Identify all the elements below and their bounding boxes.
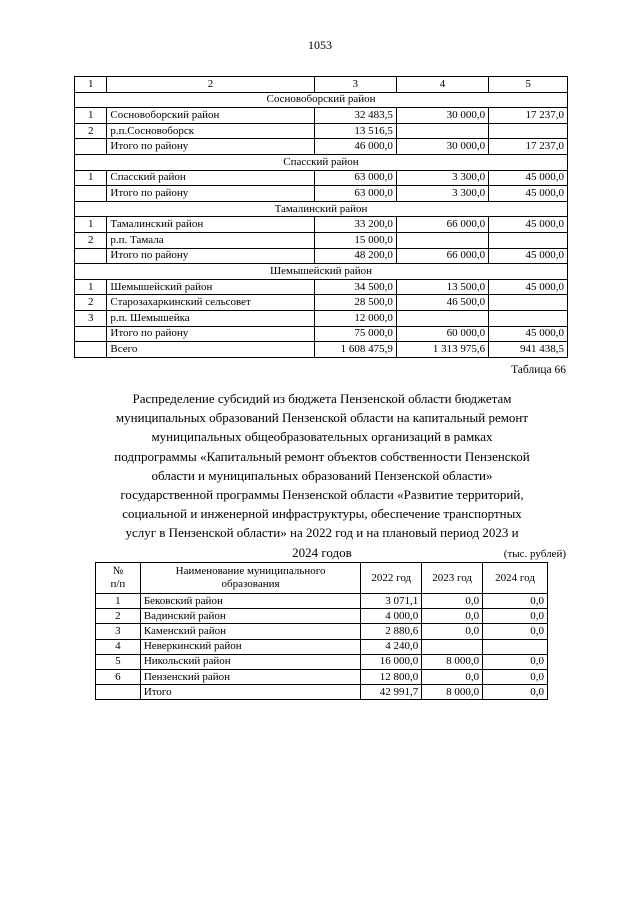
municipality-name: Итого по району [107, 248, 314, 264]
municipality-name: Итого [140, 685, 361, 700]
municipality-name: Тамалинский район [107, 217, 314, 233]
value-col4 [396, 310, 488, 326]
value-2023: 0,0 [422, 609, 483, 624]
value-col3: 15 000,0 [314, 232, 396, 248]
value-col5: 45 000,0 [489, 248, 568, 264]
header-number-line2: п/п [110, 578, 126, 590]
value-col4 [396, 123, 488, 139]
value-2023 [422, 639, 483, 654]
value-2023: 8 000,0 [422, 685, 483, 700]
value-2024: 0,0 [483, 594, 548, 609]
table-label: Таблица 66 [511, 364, 566, 376]
value-col5: 17 237,0 [489, 108, 568, 124]
school-repair-subsidy-table [95, 562, 548, 700]
row-number: 4 [96, 639, 141, 654]
row-number [75, 248, 107, 264]
row-number: 1 [96, 594, 141, 609]
row-number: 2 [75, 295, 107, 311]
value-col5 [489, 295, 568, 311]
table-header-row [96, 563, 548, 594]
section-title: Тамалинский район [75, 201, 568, 217]
row-number: 5 [96, 654, 141, 669]
section-title-row [75, 154, 568, 170]
row-number: 3 [75, 310, 107, 326]
value-col5: 45 000,0 [489, 170, 568, 186]
column-number-cell: 3 [314, 77, 396, 93]
municipality-name: Итого по району [107, 186, 314, 202]
value-col4 [396, 232, 488, 248]
value-col4: 3 300,0 [396, 170, 488, 186]
value-2024: 0,0 [483, 624, 548, 639]
municipality-name: Сосновоборский район [107, 108, 314, 124]
value-col3: 46 000,0 [314, 139, 396, 155]
column-number-cell: 4 [396, 77, 488, 93]
value-col3: 33 200,0 [314, 217, 396, 233]
municipality-name: Старозахаркинский сельсовет [107, 295, 314, 311]
header-municipality-line1: Наименование муниципального [175, 565, 326, 577]
row-number: 2 [75, 232, 107, 248]
table-row [96, 609, 548, 624]
value-2024: 0,0 [483, 669, 548, 684]
section-title-row [75, 92, 568, 108]
header-2022: 2022 год [361, 563, 422, 594]
table-row [96, 685, 548, 700]
municipality-name: р.п. Тамала [107, 232, 314, 248]
value-2022: 4 240,0 [361, 639, 422, 654]
column-number-cell: 1 [75, 77, 107, 93]
table-heading [78, 389, 566, 562]
table-row [75, 108, 568, 124]
municipality-name: Никольский район [140, 654, 361, 669]
section-title: Спасский район [75, 154, 568, 170]
value-col4: 30 000,0 [396, 108, 488, 124]
value-col3: 28 500,0 [314, 295, 396, 311]
school-repair-subsidy-table-body [96, 594, 548, 700]
row-number: 2 [75, 123, 107, 139]
section-title: Шемышейский район [75, 264, 568, 280]
heading-line: муниципальных общеобразовательных организаций в рамках [151, 429, 493, 445]
value-col5: 45 000,0 [489, 186, 568, 202]
column-number-cell: 2 [107, 77, 314, 93]
table-row [96, 654, 548, 669]
value-col3: 12 000,0 [314, 310, 396, 326]
value-col4: 3 300,0 [396, 186, 488, 202]
total-row [75, 342, 568, 358]
table-row [75, 279, 568, 295]
total-col4: 1 313 975,6 [396, 342, 488, 358]
heading-line: 2024 годов [292, 544, 352, 560]
municipality-name: Каменский район [140, 624, 361, 639]
municipality-name: Вадинский район [140, 609, 361, 624]
section-title-row [75, 201, 568, 217]
municipality-name: р.п.Сосновоборск [107, 123, 314, 139]
table-row [96, 594, 548, 609]
heading-line: муниципальных образований Пензенской области на капитальный ремонт [115, 410, 529, 426]
value-col5: 45 000,0 [489, 279, 568, 295]
value-2022: 42 991,7 [361, 685, 422, 700]
municipality-name: Пензенский район [140, 669, 361, 684]
value-2024: 0,0 [483, 654, 548, 669]
value-col5: 45 000,0 [489, 326, 568, 342]
municipality-name: Итого по району [107, 326, 314, 342]
value-2024: 0,0 [483, 609, 548, 624]
municipality-name: Неверкинский район [140, 639, 361, 654]
row-number [75, 342, 107, 358]
table-row [75, 186, 568, 202]
heading-line: области и муниципальных образований Пензенской области» [151, 467, 493, 483]
heading-line: услуг в Пензенской области» на 2022 год и на плановый период 2023 и [125, 525, 519, 541]
table-row [75, 326, 568, 342]
row-number: 1 [75, 108, 107, 124]
value-2022: 12 800,0 [361, 669, 422, 684]
heading-line: социальной и инженерной инфраструктуры, обеспечение транспортных [122, 506, 522, 522]
value-col3: 48 200,0 [314, 248, 396, 264]
municipality-name: р.п. Шемышейка [107, 310, 314, 326]
table-row [75, 295, 568, 311]
value-col5 [489, 310, 568, 326]
value-2023: 8 000,0 [422, 654, 483, 669]
value-col3: 34 500,0 [314, 279, 396, 295]
header-municipality [140, 563, 361, 594]
table-header-row [75, 77, 568, 93]
value-2022: 2 880,6 [361, 624, 422, 639]
row-number [75, 186, 107, 202]
value-col5: 17 237,0 [489, 139, 568, 155]
units-label: (тыс. рублей) [503, 548, 566, 560]
row-number: 1 [75, 170, 107, 186]
table-row [96, 624, 548, 639]
total-col5: 941 438,5 [489, 342, 568, 358]
row-number: 2 [96, 609, 141, 624]
section-title-row [75, 264, 568, 280]
value-col4: 30 000,0 [396, 139, 488, 155]
value-2024: 0,0 [483, 685, 548, 700]
value-2023: 0,0 [422, 594, 483, 609]
table-row [75, 232, 568, 248]
row-number: 1 [75, 279, 107, 295]
regional-subsidy-table [74, 76, 568, 358]
section-title: Сосновоборский район [75, 92, 568, 108]
table-row [75, 170, 568, 186]
municipality-name: Итого по району [107, 139, 314, 155]
row-number [75, 326, 107, 342]
value-col4: 60 000,0 [396, 326, 488, 342]
value-col5 [489, 123, 568, 139]
table-row [96, 639, 548, 654]
value-2023: 0,0 [422, 624, 483, 639]
row-number [96, 685, 141, 700]
total-label: Всего [107, 342, 314, 358]
heading-line: Распределение субсидий из бюджета Пензенской области бюджетам [132, 391, 512, 406]
regional-subsidy-table-body [75, 77, 568, 358]
value-col4: 13 500,0 [396, 279, 488, 295]
municipality-name: Бековский район [140, 594, 361, 609]
header-2024: 2024 год [483, 563, 548, 594]
row-number: 6 [96, 669, 141, 684]
header-municipality-line2: образования [221, 578, 280, 590]
value-col5: 45 000,0 [489, 217, 568, 233]
municipality-name: Спасский район [107, 170, 314, 186]
value-col3: 32 483,5 [314, 108, 396, 124]
heading-line: государственной программы Пензенской области «Развитие территорий, [120, 487, 524, 503]
value-col3: 63 000,0 [314, 186, 396, 202]
row-number: 1 [75, 217, 107, 233]
value-2023: 0,0 [422, 669, 483, 684]
column-number-cell: 5 [489, 77, 568, 93]
table-row [96, 669, 548, 684]
table-row [75, 248, 568, 264]
value-col4: 66 000,0 [396, 248, 488, 264]
value-2022: 4 000,0 [361, 609, 422, 624]
value-col3: 75 000,0 [314, 326, 396, 342]
value-col3: 63 000,0 [314, 170, 396, 186]
municipality-name: Шемышейский район [107, 279, 314, 295]
value-col5 [489, 232, 568, 248]
page-number: 1053 [308, 38, 332, 52]
row-number [75, 139, 107, 155]
table-row [75, 139, 568, 155]
value-col4: 66 000,0 [396, 217, 488, 233]
heading-line: подпрограммы «Капитальный ремонт объектов собственности Пензенской [114, 448, 530, 464]
value-2024 [483, 639, 548, 654]
header-number-line1: № [112, 565, 124, 577]
value-col3: 13 516,5 [314, 123, 396, 139]
row-number: 3 [96, 624, 141, 639]
header-number [96, 563, 141, 594]
table-row [75, 310, 568, 326]
header-2023: 2023 год [422, 563, 483, 594]
value-2022: 3 071,1 [361, 594, 422, 609]
value-2022: 16 000,0 [361, 654, 422, 669]
value-col4: 46 500,0 [396, 295, 488, 311]
table-row [75, 123, 568, 139]
table-row [75, 217, 568, 233]
total-col3: 1 608 475,9 [314, 342, 396, 358]
